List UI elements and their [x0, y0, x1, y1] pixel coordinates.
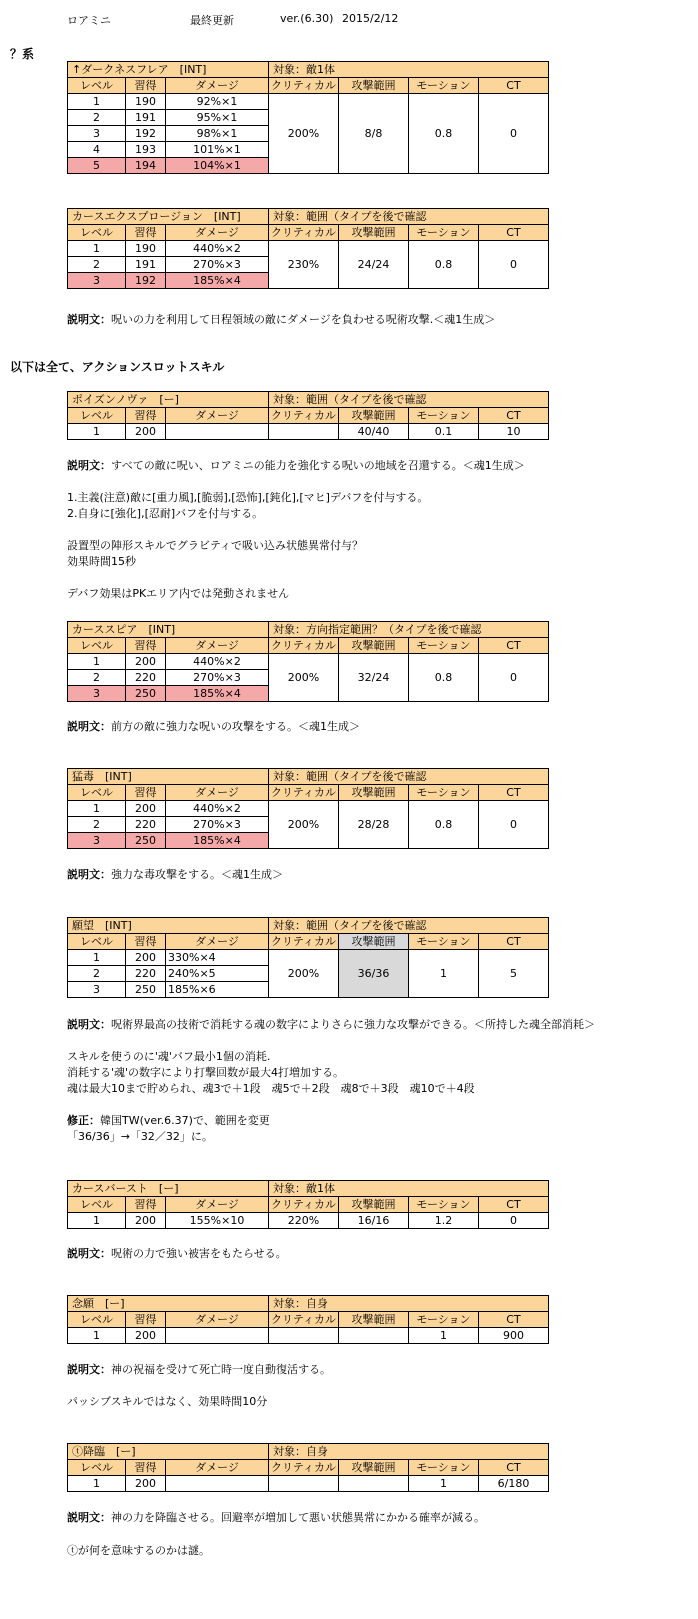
skill-notes: パッシブスキルではなく、効果時間10分	[67, 1395, 268, 1408]
learn: 250	[126, 833, 166, 849]
skill-description: 説明文：強力な毒攻撃をする。＜魂1生成＞	[67, 868, 283, 881]
critical: 200%	[269, 94, 339, 174]
col-motion: モーション	[409, 1312, 479, 1328]
skill-table	[67, 1180, 549, 1229]
learn: 194	[126, 158, 166, 174]
col-critical: クリティカル	[269, 638, 339, 654]
critical	[269, 1328, 339, 1344]
level: 1	[68, 424, 126, 440]
critical	[269, 424, 339, 440]
damage: 104%×1	[166, 158, 269, 174]
learn: 192	[126, 273, 166, 289]
level: 3	[68, 982, 126, 998]
col-damage: ダメージ	[166, 78, 269, 94]
section-title-2: 以下は全て、アクションスロットスキル	[10, 360, 225, 374]
level: 5	[68, 158, 126, 174]
col-level: レベル	[68, 225, 126, 241]
damage: 440%×2	[166, 241, 269, 257]
level: 2	[68, 257, 126, 273]
level: 3	[68, 126, 126, 142]
damage	[166, 1328, 269, 1344]
col-range: 攻撃範囲	[339, 785, 409, 801]
learn: 200	[126, 950, 166, 966]
skill-name: ポイズンノヴァ [ー]	[68, 392, 269, 408]
damage: 270%×3	[166, 257, 269, 273]
col-learn: 習得	[126, 1312, 166, 1328]
learn: 191	[126, 257, 166, 273]
ct: 5	[479, 950, 549, 998]
col-critical: クリティカル	[269, 78, 339, 94]
skill-name: 猛毒 [INT]	[68, 769, 269, 785]
skill-description: 説明文：呪術界最高の技術で消耗する魂の数字によりさらに強力な攻撃ができる。＜所持した魂全部消耗＞	[67, 1018, 595, 1031]
col-learn: 習得	[126, 225, 166, 241]
skill-table	[67, 391, 549, 440]
skill-description: 説明文：呪術の力で強い被害をもたらせる。	[67, 1247, 287, 1260]
col-motion: モーション	[409, 1197, 479, 1213]
ct: 10	[479, 424, 549, 440]
learn: 250	[126, 982, 166, 998]
learn: 190	[126, 94, 166, 110]
damage: 270%×3	[166, 817, 269, 833]
range: 28/28	[339, 801, 409, 849]
col-damage: ダメージ	[166, 1460, 269, 1476]
col-ct: CT	[479, 408, 549, 424]
level: 2	[68, 110, 126, 126]
col-range: 攻撃範囲	[339, 934, 409, 950]
col-damage: ダメージ	[166, 1312, 269, 1328]
col-level: レベル	[68, 408, 126, 424]
skill-description: 説明文：すべての敵に呪い、ロアミニの能力を強化する呪いの地域を召還する。＜魂1生成＞	[67, 459, 525, 472]
learn: 200	[126, 1213, 166, 1229]
range: 36/36	[339, 950, 409, 998]
learn: 200	[126, 654, 166, 670]
col-learn: 習得	[126, 1460, 166, 1476]
damage: 270%×3	[166, 670, 269, 686]
motion: 0.1	[409, 424, 479, 440]
ct: 6/180	[479, 1476, 549, 1492]
range: 32/24	[339, 654, 409, 702]
damage: 185%×6	[166, 982, 269, 998]
learn: 200	[126, 424, 166, 440]
critical: 220%	[269, 1213, 339, 1229]
col-damage: ダメージ	[166, 638, 269, 654]
skill-target: 対象：範囲（タイプを後で確認	[269, 392, 549, 408]
skill-description: 説明文：神の祝福を受けて死亡時一度自動復活する。	[67, 1363, 331, 1376]
ct: 0	[479, 94, 549, 174]
col-critical: クリティカル	[269, 408, 339, 424]
col-ct: CT	[479, 1460, 549, 1476]
skill-name: カーススピア [INT]	[68, 622, 269, 638]
critical: 200%	[269, 654, 339, 702]
level: 1	[68, 1213, 126, 1229]
level: 2	[68, 670, 126, 686]
learn: 220	[126, 817, 166, 833]
col-level: レベル	[68, 78, 126, 94]
skill-description: 説明文：前方の敵に強力な呪いの攻撃をする。＜魂1生成＞	[67, 720, 360, 733]
level: 1	[68, 1328, 126, 1344]
col-motion: モーション	[409, 1460, 479, 1476]
level: 2	[68, 966, 126, 982]
learn: 192	[126, 126, 166, 142]
ct: 0	[479, 1213, 549, 1229]
col-level: レベル	[68, 638, 126, 654]
skill-table	[67, 768, 549, 849]
section-title-1: ？系	[10, 47, 35, 61]
range: 8/8	[339, 94, 409, 174]
level: 1	[68, 950, 126, 966]
level: 1	[68, 654, 126, 670]
skill-notes: ⓣが何を意味するのかは謎。	[67, 1544, 210, 1557]
col-ct: CT	[479, 78, 549, 94]
level: 1	[68, 241, 126, 257]
col-ct: CT	[479, 1312, 549, 1328]
col-learn: 習得	[126, 934, 166, 950]
col-level: レベル	[68, 1197, 126, 1213]
fix-label: 修正	[67, 1114, 89, 1127]
col-damage: ダメージ	[166, 1197, 269, 1213]
critical: 200%	[269, 801, 339, 849]
learn: 200	[126, 1328, 166, 1344]
col-critical: クリティカル	[269, 934, 339, 950]
motion: 0.8	[409, 654, 479, 702]
damage: 440%×2	[166, 654, 269, 670]
ct: 0	[479, 654, 549, 702]
range: 40/40	[339, 424, 409, 440]
skill-target: 対象：範囲（タイプを後で確認	[269, 918, 549, 934]
skill-description: 説明文：神の力を降臨させる。回避率が増加して悪い状態異常にかかる確率が減る。	[67, 1511, 485, 1524]
motion: 0.8	[409, 801, 479, 849]
damage	[166, 424, 269, 440]
level: 2	[68, 817, 126, 833]
skill-name: 願望 [INT]	[68, 918, 269, 934]
skill-target: 対象：自身	[269, 1444, 549, 1460]
skill-name: 念願 [ー]	[68, 1296, 269, 1312]
skill-name: ⓣ降臨 [ー]	[68, 1444, 269, 1460]
character-name: ロアミニ	[67, 14, 111, 27]
ct: 0	[479, 801, 549, 849]
fix-notes: 修正：韓国TW(ver.6.37)で、範囲を変更 「36/36」→「32／32」に。	[67, 1114, 270, 1143]
learn: 190	[126, 241, 166, 257]
damage: 95%×1	[166, 110, 269, 126]
skill-notes: 1.主義(注意)敵に[重力風],[脆弱],[恐怖],[鈍化],[マヒ]デバフを付与する。 2.自身に[強化],[忍耐]バフを付与する。 設置型の陣形スキルでグラビティで吸い込み状態異常付与？ 効果時間15秒 デバフ効果はPKエリア内では発動されません	[67, 491, 429, 600]
skill-notes: スキルを使うのに'魂'バフ最小1個の消耗. 消耗する'魂'の数字により打撃回数が最大4打増加する。 魂は最大10まで貯められ、魂3で＋1段 魂5で＋2段 魂8で＋3段 魂10で＋4段	[67, 1050, 475, 1095]
range: 16/16	[339, 1213, 409, 1229]
col-level: レベル	[68, 934, 126, 950]
skill-target: 対象：敵1体	[269, 1181, 549, 1197]
col-range: 攻撃範囲	[339, 78, 409, 94]
col-learn: 習得	[126, 638, 166, 654]
skill-table	[67, 1443, 549, 1492]
updated-label: 最終更新	[190, 14, 234, 27]
damage: 240%×5	[166, 966, 269, 982]
col-critical: クリティカル	[269, 1460, 339, 1476]
learn: 200	[126, 801, 166, 817]
skill-target: 対象：敵1体	[269, 62, 549, 78]
col-ct: CT	[479, 785, 549, 801]
col-level: レベル	[68, 1312, 126, 1328]
level: 1	[68, 801, 126, 817]
damage: 440%×2	[166, 801, 269, 817]
learn: 193	[126, 142, 166, 158]
learn: 250	[126, 686, 166, 702]
col-range: 攻撃範囲	[339, 1312, 409, 1328]
col-ct: CT	[479, 934, 549, 950]
col-range: 攻撃範囲	[339, 1197, 409, 1213]
col-motion: モーション	[409, 638, 479, 654]
motion: 1.2	[409, 1213, 479, 1229]
level: 4	[68, 142, 126, 158]
motion: 1	[409, 1328, 479, 1344]
col-range: 攻撃範囲	[339, 638, 409, 654]
level: 1	[68, 1476, 126, 1492]
col-motion: モーション	[409, 934, 479, 950]
col-level: レベル	[68, 785, 126, 801]
version: ver.(6.30)	[280, 12, 334, 25]
col-range: 攻撃範囲	[339, 225, 409, 241]
skill-target: 対象：自身	[269, 1296, 549, 1312]
damage	[166, 1476, 269, 1492]
col-learn: 習得	[126, 785, 166, 801]
damage: 92%×1	[166, 94, 269, 110]
col-motion: モーション	[409, 78, 479, 94]
skill-target: 対象：範囲（タイプを後で確認	[269, 769, 549, 785]
motion: 1	[409, 950, 479, 998]
skill-target: 対象：範囲（タイプを後で確認	[269, 209, 549, 225]
col-learn: 習得	[126, 78, 166, 94]
col-critical: クリティカル	[269, 785, 339, 801]
level: 3	[68, 686, 126, 702]
learn: 220	[126, 670, 166, 686]
col-motion: モーション	[409, 408, 479, 424]
col-critical: クリティカル	[269, 1197, 339, 1213]
skill-table	[67, 208, 549, 289]
level: 3	[68, 833, 126, 849]
range	[339, 1476, 409, 1492]
damage: 101%×1	[166, 142, 269, 158]
ct: 0	[479, 241, 549, 289]
motion: 0.8	[409, 94, 479, 174]
motion: 0.8	[409, 241, 479, 289]
col-ct: CT	[479, 638, 549, 654]
skill-table	[67, 1295, 549, 1344]
damage: 185%×4	[166, 273, 269, 289]
skill-table	[67, 917, 549, 998]
learn: 200	[126, 1476, 166, 1492]
col-range: 攻撃範囲	[339, 1460, 409, 1476]
update-date: 2015/2/12	[342, 12, 399, 25]
range	[339, 1328, 409, 1344]
desc-label: 説明文	[67, 313, 100, 326]
damage: 330%×4	[166, 950, 269, 966]
skill-table	[67, 621, 549, 702]
ct: 900	[479, 1328, 549, 1344]
col-damage: ダメージ	[166, 785, 269, 801]
skill-name: カースバースト [ー]	[68, 1181, 269, 1197]
damage: 155%×10	[166, 1213, 269, 1229]
motion: 1	[409, 1476, 479, 1492]
critical	[269, 1476, 339, 1492]
skill-name: ↑ダークネスフレア [INT]	[68, 62, 269, 78]
col-ct: CT	[479, 225, 549, 241]
learn: 191	[126, 110, 166, 126]
col-damage: ダメージ	[166, 408, 269, 424]
col-damage: ダメージ	[166, 934, 269, 950]
col-motion: モーション	[409, 225, 479, 241]
skill-description: 説明文：呪いの力を利用して日程領域の敵にダメージを負わせる呪術攻撃.＜魂1生成＞	[67, 313, 496, 326]
range: 24/24	[339, 241, 409, 289]
level: 1	[68, 94, 126, 110]
skill-name: カースエクスプロージョン [INT]	[68, 209, 269, 225]
col-damage: ダメージ	[166, 225, 269, 241]
col-level: レベル	[68, 1460, 126, 1476]
col-motion: モーション	[409, 785, 479, 801]
level: 3	[68, 273, 126, 289]
learn: 220	[126, 966, 166, 982]
col-learn: 習得	[126, 1197, 166, 1213]
col-learn: 習得	[126, 408, 166, 424]
skill-target: 対象：方向指定範囲？（タイプを後で確認	[269, 622, 549, 638]
col-ct: CT	[479, 1197, 549, 1213]
col-range: 攻撃範囲	[339, 408, 409, 424]
col-critical: クリティカル	[269, 1312, 339, 1328]
skill-table	[67, 61, 549, 174]
col-critical: クリティカル	[269, 225, 339, 241]
damage: 98%×1	[166, 126, 269, 142]
damage: 185%×4	[166, 686, 269, 702]
critical: 230%	[269, 241, 339, 289]
critical: 200%	[269, 950, 339, 998]
damage: 185%×4	[166, 833, 269, 849]
